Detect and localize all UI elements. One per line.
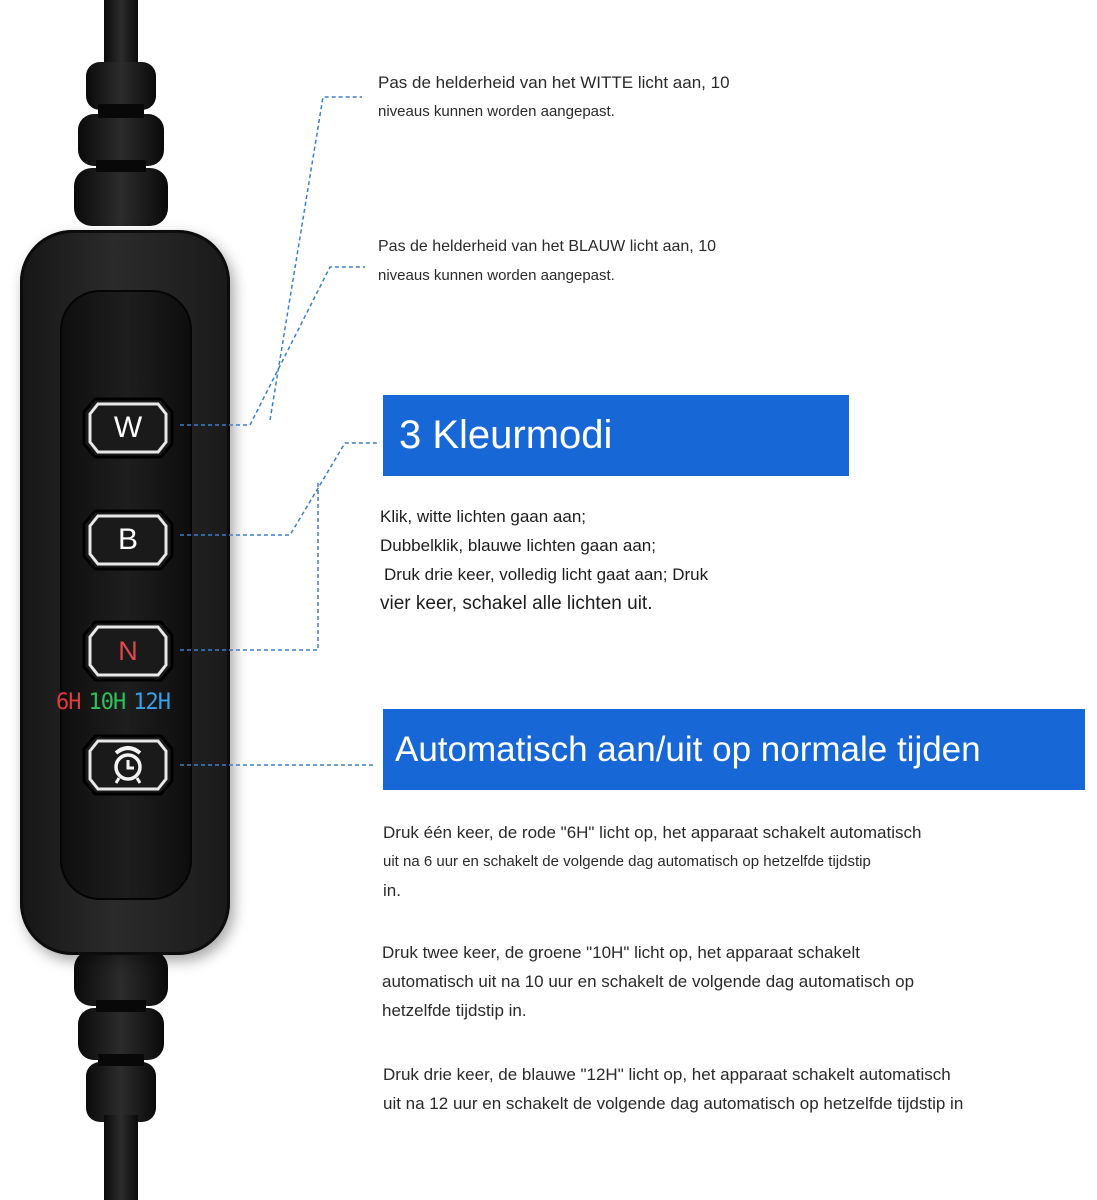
blue-description-line2: niveaus kunnen worden aangepast. (378, 267, 615, 284)
modes-line: Druk drie keer, volledig licht gaat aan; Druk (384, 565, 709, 584)
auto-6h-line: Druk één keer, de rode "6H" licht op, het apparaat schakelt automatisch (383, 823, 922, 842)
modes-line: vier keer, schakel alle lichten uit. (380, 593, 653, 614)
auto-12h-line: Druk drie keer, de blauwe "12H" licht op, het apparaat schakelt automatisch (383, 1065, 951, 1084)
auto-10h-line: hetzelfde tijdstip in. (382, 1001, 527, 1020)
timer-10h-description (382, 938, 1062, 1025)
auto-6h-line: in. (383, 881, 401, 900)
modes-line: Dubbelklik, blauwe lichten gaan aan; (380, 536, 656, 555)
timer-12h-indicator: 12H (133, 690, 170, 715)
auto-12h-line: uit na 12 uur en schakelt de volgende dag automatisch op hetzelfde tijdstip in (383, 1094, 964, 1113)
white-description-line2: niveaus kunnen worden aangepast. (378, 103, 615, 120)
white-button-label: W (113, 411, 143, 444)
mode-button-label: N (118, 635, 138, 666)
alarm-clock-icon (81, 733, 175, 797)
blue-description-line1: Pas de helderheid van het BLAUW licht aan, 10 (378, 238, 716, 255)
white-brightness-description (378, 68, 838, 126)
timer-6h-description (383, 818, 1063, 905)
modes-line: Klik, witte lichten gaan aan; (380, 507, 587, 526)
auto-timer-banner: Automatisch aan/uit op normale tijden (383, 709, 1085, 790)
blue-brightness-description (378, 232, 838, 290)
auto-10h-line: Druk twee keer, de groene "10H" licht op, het apparaat schakelt (382, 943, 860, 962)
color-modes-banner: 3 Kleurmodi (383, 395, 849, 476)
white-light-button[interactable] (81, 396, 175, 460)
color-modes-text (380, 502, 800, 618)
mode-button[interactable] (81, 619, 175, 683)
timer-6h-indicator: 6H (56, 690, 81, 715)
timer-button[interactable] (81, 733, 175, 797)
controller-body (20, 230, 230, 955)
timer-indicators (56, 690, 216, 715)
auto-6h-line: uit na 6 uur en schakelt de volgende dag automatisch op hetzelfde tijdstip (383, 853, 871, 870)
blue-button-label: B (117, 523, 138, 556)
timer-12h-description (383, 1060, 1083, 1118)
auto-10h-line: automatisch uit na 10 uur en schakelt de volgende dag automatisch op (382, 972, 915, 991)
timer-10h-indicator: 10H (88, 690, 126, 715)
controller-panel (60, 290, 192, 900)
blue-light-button[interactable] (81, 508, 175, 572)
white-description-line1: Pas de helderheid van het WITTE licht aan, 10 (378, 73, 730, 92)
